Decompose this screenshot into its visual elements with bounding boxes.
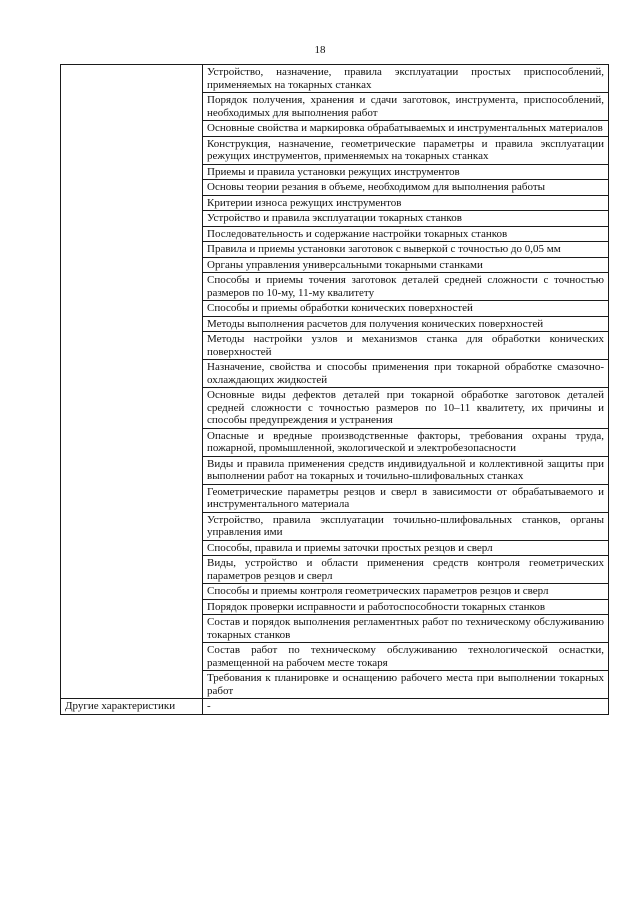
- knowledge-item: Методы настройки узлов и механизмов станка для обработки конических поверхностей: [203, 332, 609, 360]
- knowledge-item: Состав работ по техническому обслуживанию технологической оснастки, размещенной на рабочем месте токаря: [203, 643, 609, 671]
- knowledge-item: Способы, правила и приемы заточки простых резцов и сверл: [203, 540, 609, 556]
- knowledge-item: Виды, устройство и области применения средств контроля геометрических параметров резцов и сверл: [203, 556, 609, 584]
- knowledge-row: [61, 65, 609, 93]
- requirements-table-body: [61, 65, 609, 715]
- knowledge-item: Устройство, правила эксплуатации точильно-шлифовальных станков, органы управления ими: [203, 512, 609, 540]
- knowledge-item: Способы и приемы точения заготовок деталей средней сложности с точностью размеров по 10-му, 11-му квалитету: [203, 273, 609, 301]
- knowledge-item: Порядок получения, хранения и сдачи заготовок, инструмента, приспособлений, необходимых для выполнения работ: [203, 93, 609, 121]
- knowledge-item: Приемы и правила установки режущих инструментов: [203, 164, 609, 180]
- knowledge-item: Критерии износа режущих инструментов: [203, 195, 609, 211]
- knowledge-item: Виды и правила применения средств индивидуальной и коллективной защиты при выполнении работ на токарных и точильно-шлифовальных станках: [203, 456, 609, 484]
- knowledge-item: Конструкция, назначение, геометрические параметры и правила эксплуатации режущих инструментов, применяемых на токарных станках: [203, 136, 609, 164]
- knowledge-item: Устройство, назначение, правила эксплуатации простых приспособлений, применяемых на токарных станках: [203, 65, 609, 93]
- knowledge-item: Способы и приемы контроля геометрических параметров резцов и сверл: [203, 584, 609, 600]
- other-characteristics-row: [61, 699, 609, 715]
- requirements-table: [60, 64, 609, 715]
- knowledge-item: Способы и приемы обработки конических поверхностей: [203, 301, 609, 317]
- knowledge-item: Органы управления универсальными токарными станками: [203, 257, 609, 273]
- knowledge-item: Опасные и вредные производственные факторы, требования охраны труда, пожарной, промышленной, экологической и электробезопасности: [203, 428, 609, 456]
- knowledge-item: Назначение, свойства и способы применения при токарной обработке смазочно-охлаждающих жидкостей: [203, 360, 609, 388]
- other-characteristics-value: -: [203, 699, 609, 715]
- page-number: 18: [314, 44, 326, 56]
- knowledge-item: Устройство и правила эксплуатации токарных станков: [203, 211, 609, 227]
- knowledge-item: Основные виды дефектов деталей при токарной обработке заготовок деталей средней сложности с точностью размеров по 10–11 квалитету, их причины и способы предупреждения и устранения: [203, 388, 609, 429]
- knowledge-item: Правила и приемы установки заготовок с выверкой с точностью до 0,05 мм: [203, 242, 609, 258]
- knowledge-item: Порядок проверки исправности и работоспособности токарных станков: [203, 599, 609, 615]
- knowledge-item: Основные свойства и маркировка обрабатываемых и инструментальных материалов: [203, 121, 609, 137]
- knowledge-label-cell: [61, 65, 203, 699]
- knowledge-item: Геометрические параметры резцов и сверл в зависимости от обрабатываемого и инструментального материала: [203, 484, 609, 512]
- knowledge-item: Состав и порядок выполнения регламентных работ по техническому обслуживанию токарных станков: [203, 615, 609, 643]
- knowledge-item: Последовательность и содержание настройки токарных станков: [203, 226, 609, 242]
- knowledge-item: Методы выполнения расчетов для получения конических поверхностей: [203, 316, 609, 332]
- knowledge-item: Требования к планировке и оснащению рабочего места при выполнении токарных работ: [203, 671, 609, 699]
- other-characteristics-label: Другие характеристики: [61, 699, 203, 715]
- knowledge-item: Основы теории резания в объеме, необходимом для выполнения работы: [203, 180, 609, 196]
